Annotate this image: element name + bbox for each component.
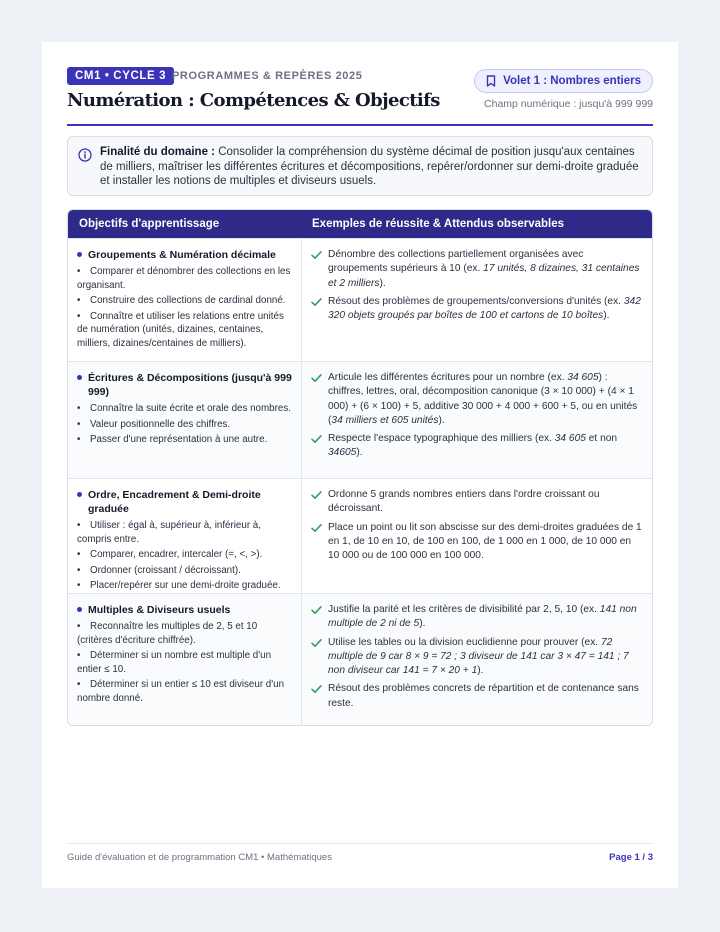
info-icon (78, 148, 92, 162)
check-icon (311, 250, 322, 260)
page (42, 42, 678, 888)
bookmark-icon (486, 75, 496, 87)
page-number: Page 1 / 3 (609, 852, 653, 863)
footer-divider (67, 843, 653, 844)
objective-item: • Ordonner (croissant / décroissant). (77, 564, 293, 578)
objective-title: Ordre, Encadrement & Demi-droite graduée (77, 488, 293, 516)
objective-item: • Reconnaître les multiples de 2, 5 et 10 (critères d'écriture chiffrée). (77, 620, 293, 647)
example-item: Résout des problèmes concrets de répartition et de contenance sans reste. (311, 682, 644, 711)
kicker: PROGRAMMES & REPÈRES 2025 (172, 70, 363, 82)
example-item: Dénombre des collections partiellement organisées avec groupements supérieurs à 10 (ex. 17 unités, 8 dizaines, 31 centaines et 2 milliers). (311, 248, 644, 291)
champ-numerique: Champ numérique : jusqu'à 999 999 (484, 98, 653, 110)
example-item: Articule les différentes écritures pour un nombre (ex. 34 605) : chiffres, lettres, oral, décomposition canonique (3 × 10 000) + (4 × 1 000) + (6 × 100) + 5, additive 30 000 + 4 000 + 600 + 5, ou en unités (34 milliers et 605 unités). (311, 371, 644, 428)
example-item: Justifie la parité et les critères de divisibilité par 2, 5, 10 (ex. 141 non multiple de 2 ni de 5). (311, 603, 644, 632)
finality-body: Consolider la compréhension du système décimal de position jusqu'aux centaines de milliers, maîtriser les différentes écritures et décompositions, repérer/ordonner sur demi-droite graduée et installer les notions de multiples et diviseurs usuels. (100, 146, 639, 187)
objective-item: • Déterminer si un entier ≤ 10 est diviseur d'un nombre donné. (77, 678, 293, 705)
objective-title: Écritures & Décompositions (jusqu'à 999 999) (77, 371, 293, 399)
objective-cell (77, 488, 293, 595)
objective-title: Groupements & Numération décimale (77, 248, 293, 262)
volet-label: Volet 1 : Nombres entiers (503, 75, 641, 87)
objective-item: • Comparer, encadrer, intercaler (=, <, >). (77, 548, 293, 562)
objective-item: • Placer/repérer sur une demi-droite graduée. (77, 579, 293, 593)
objective-cell (77, 248, 293, 352)
table-row (68, 478, 652, 594)
volet-badge[interactable] (474, 69, 653, 93)
finality-text (100, 145, 645, 189)
objective-item: • Connaître et utiliser les relations entre unités de numération (unités, dizaines, centaines, milliers, dizaines/centaines de milliers). (77, 310, 293, 351)
objective-title: Multiples & Diviseurs usuels (77, 603, 293, 617)
example-item: Utilise les tables ou la division euclidienne pour prouver (ex. 72 multiple de 9 car 8 × 9 = 72 ; 3 diviseur de 141 car 3 × 47 = 141 ; 7 non diviseur car 141 = 7 × 20 + 1). (311, 636, 644, 679)
check-icon (311, 490, 322, 500)
table-row (68, 361, 652, 479)
objective-cell (77, 371, 293, 449)
level-tag: CM1 • CYCLE 3 (67, 67, 174, 85)
check-icon (311, 434, 322, 444)
example-item: Résout des problèmes de groupements/conversions d'unités (ex. 342 320 objets groupés par boîtes de 100 et cartons de 10 boîtes). (311, 295, 644, 324)
check-icon (311, 638, 322, 648)
finality-box (67, 136, 653, 196)
column-divider (301, 238, 302, 726)
objectives-table (67, 209, 653, 726)
check-icon (311, 373, 322, 383)
objective-item: • Déterminer si un nombre est multiple d'un entier ≤ 10. (77, 649, 293, 676)
check-icon (311, 297, 322, 307)
example-item: Place un point ou lit son abscisse sur des demi-droites graduées de 1 en 1, de 10 en 10, de 100 en 100, de 1 000 en 1 000, de 10 000 en 10 000 ou de 100 000 en 100 000. (311, 521, 644, 564)
table-row (68, 593, 652, 726)
objective-cell (77, 603, 293, 707)
check-icon (311, 605, 322, 615)
check-icon (311, 523, 322, 533)
example-cell (311, 488, 644, 567)
col-header-exemples: Exemples de réussite & Attendus observables (312, 218, 565, 230)
example-cell (311, 603, 644, 715)
footer-title: Guide d'évaluation et de programmation CM1 • Mathématiques (67, 852, 332, 863)
col-header-objectifs: Objectifs d'apprentissage (79, 218, 220, 230)
objective-item: • Passer d'une représentation à une autre. (77, 433, 293, 447)
objective-item: • Comparer et dénombrer des collections en les organisant. (77, 265, 293, 292)
header-divider (67, 124, 653, 126)
finality-label: Finalité du domaine : (100, 146, 216, 158)
table-header (68, 210, 653, 238)
objective-item: • Construire des collections de cardinal donné. (77, 294, 293, 308)
objective-item: • Utiliser : égal à, supérieur à, inférieur à, compris entre. (77, 519, 293, 546)
objective-item: • Connaître la suite écrite et orale des nombres. (77, 402, 293, 416)
objective-item: • Valeur positionnelle des chiffres. (77, 418, 293, 432)
check-icon (311, 684, 322, 694)
example-cell (311, 371, 644, 465)
table-row (68, 238, 652, 362)
page-title: Numération : Compétences & Objectifs (67, 90, 440, 111)
example-item: Ordonne 5 grands nombres entiers dans l'ordre croissant ou décroissant. (311, 488, 644, 517)
example-cell (311, 248, 644, 327)
example-item: Respecte l'espace typographique des milliers (ex. 34 605 et non 34605). (311, 432, 644, 461)
